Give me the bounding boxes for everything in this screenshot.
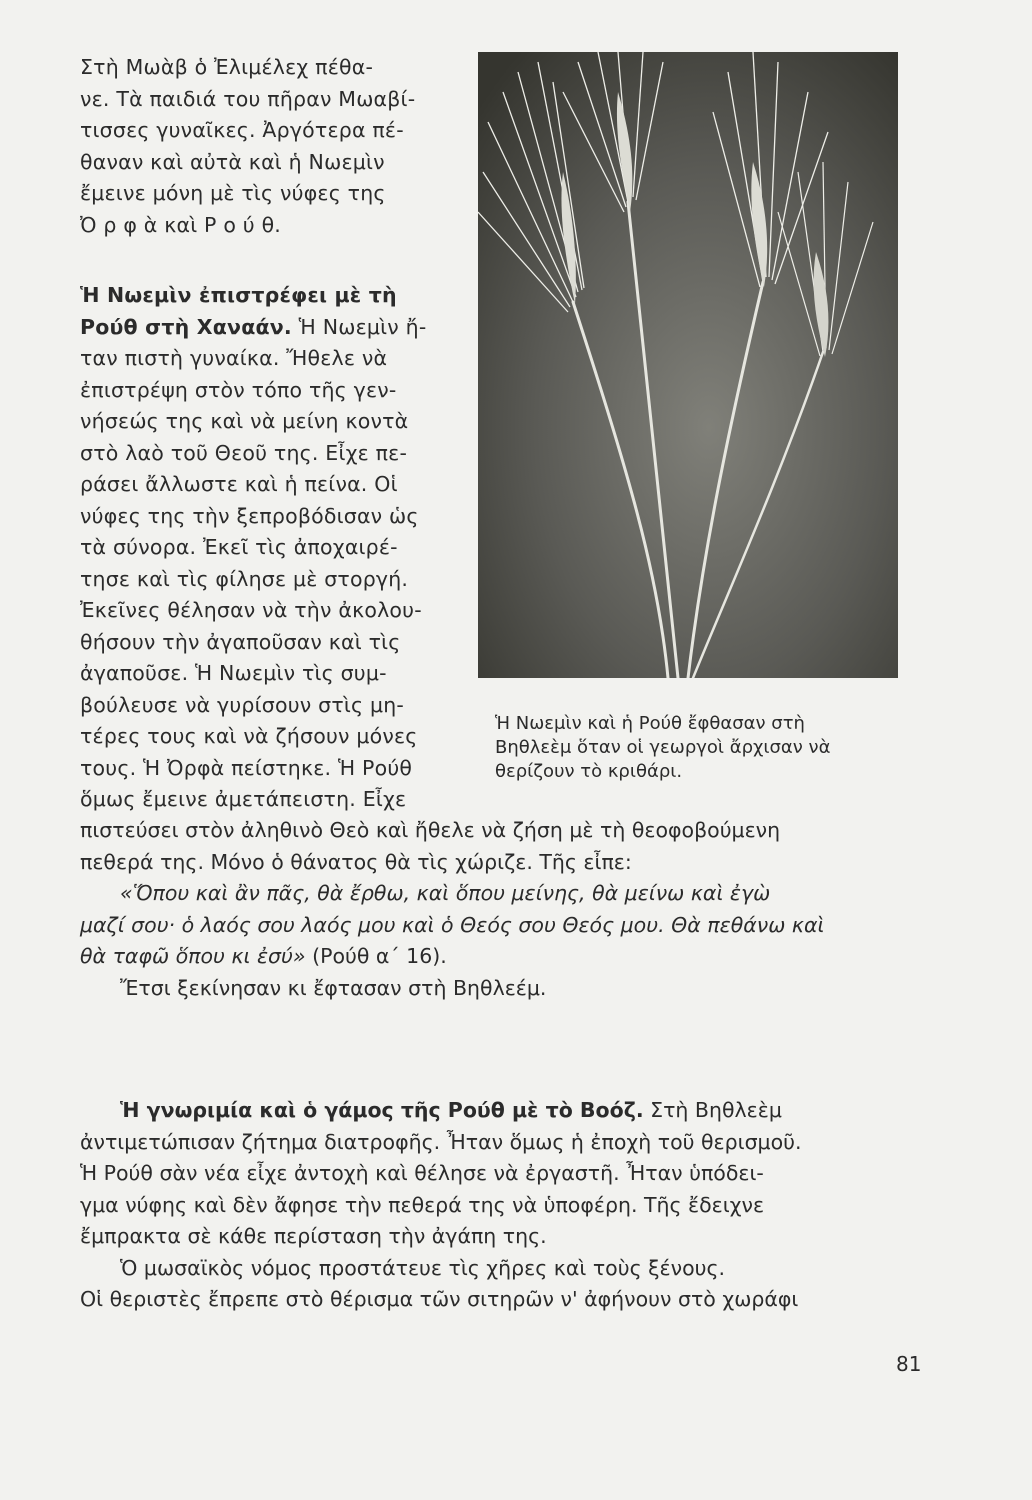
text-line: στὸ λαὸ τοῦ Θεοῦ της. Εἶχε πε- xyxy=(80,440,408,465)
text-line: Στὴ Μωὰβ ὁ Ἐλιμέλεχ πέθα- xyxy=(80,55,374,79)
text-line: ράσει ἄλλωστε καὶ ἡ πείνα. Οἱ xyxy=(80,472,398,496)
text-line: τισσες γυναῖκες. Ἀργότερα πέ- xyxy=(80,118,404,142)
text-line: Ὁ μωσαϊκὸς νόμος προστάτευε τὶς χῆρες καὶ τοὺς ξένους. xyxy=(120,1255,726,1280)
photo-caption xyxy=(495,712,915,784)
quote-line: θὰ ταφῶ ὅπου κι ἐσύ» xyxy=(80,944,306,968)
text-line: Οἱ θεριστὲς ἔπρεπε στὸ θέρισμα τῶν σιτηρῶν ν' ἀφήνουν στὸ χωράφι xyxy=(80,1287,799,1311)
quote-line: μαζί σου· ὁ λαός σου λαός μου καὶ ὁ Θεός σου Θεός μου. Θὰ πεθάνω καὶ xyxy=(80,912,825,937)
text-line: τους. Ἡ Ὀρφὰ πείστηκε. Ἡ Ρούθ xyxy=(80,755,413,780)
text-line: ἀγαποῦσε. Ἡ Νωεμὶν τὶς συμ- xyxy=(80,661,387,685)
barley-illustration xyxy=(478,52,898,678)
quote-line: «Ὅπου καὶ ἂν πᾶς, θὰ ἔρθω, καὶ ὅπου μείνης, θὰ μείνω καὶ ἐγὼ xyxy=(120,881,771,905)
text-line: Ἐκεῖνες θέλησαν νὰ τὴν ἀκολου- xyxy=(80,598,422,622)
text-line: τέρες τους καὶ νὰ ζήσουν μόνες xyxy=(80,724,418,748)
text-line: νε. Τὰ παιδιά του πῆραν Μωαβί- xyxy=(80,86,416,111)
quote-reference: (Ρούθ α΄ 16). xyxy=(305,944,447,968)
text-line: Ἡ Νωεμὶν ἤ- xyxy=(298,314,427,339)
text-line: ἔμπρακτα σὲ κάθε περίσταση τὴν ἀγάπη της. xyxy=(80,1224,547,1248)
caption-line: Ἡ Νωεμὶν καὶ ἡ Ρούθ ἔφθασαν στὴ xyxy=(495,713,805,734)
text-line: ταν πιστὴ γυναίκα. Ἤθελε νὰ xyxy=(80,346,388,370)
text-line: Στὴ Βηθλεὲμ xyxy=(643,1098,782,1122)
text-line: θαναν καὶ αὐτὰ καὶ ἡ Νωεμὶν xyxy=(80,149,385,174)
caption-line: θερίζουν τὸ κριθάρι. xyxy=(495,761,683,782)
text-line: νήσεώς της καὶ νὰ μείνη κοντὰ xyxy=(80,409,409,433)
text-line: ἀντιμετώπισαν ζήτημα διατροφῆς. Ἦταν ὅμως ἡ ἐποχὴ τοῦ θερισμοῦ. xyxy=(80,1129,802,1154)
text-line: ἐπιστρέψη στὸν τόπο τῆς γεν- xyxy=(80,377,397,402)
intro-paragraph xyxy=(80,52,470,241)
page-number: 81 xyxy=(896,1352,922,1376)
text-line: Ὀ ρ φ ὰ καὶ Ρ ο ύ θ. xyxy=(80,212,282,237)
text-line: ὅμως ἔμεινε ἀμετάπειστη. Εἶχε xyxy=(80,787,407,811)
text-line: θήσουν τὴν ἀγαποῦσαν καὶ τὶς xyxy=(80,629,401,654)
text-line: Ἡ Ρούθ σὰν νέα εἶχε ἀντοχὴ καὶ θέλησε νὰ ἐργαστῆ. Ἦταν ὑπόδει- xyxy=(80,1161,764,1185)
section-ruth-boaz xyxy=(80,1095,920,1316)
text-line: τὰ σύνορα. Ἐκεῖ τὶς ἀποχαιρέ- xyxy=(80,535,398,559)
section-heading: Ἡ γνωριμία καὶ ὁ γάμος τῆς Ρούθ μὲ τὸ Βοόζ. xyxy=(120,1098,644,1122)
text-line: γμα νύφης καὶ δὲν ἄφησε τὴν πεθερά της νὰ ὑποφέρη. Τῆς ἔδειχνε xyxy=(80,1192,765,1217)
text-line: πιστεύσει στὸν ἀληθινὸ Θεὸ καὶ ἤθελε νὰ ζήση μὲ τὴ θεοφοβούμενη xyxy=(80,818,781,842)
text-line: τησε καὶ τὶς φίλησε μὲ στοργή. xyxy=(80,566,409,591)
section-noemi-return xyxy=(80,280,470,816)
text-line: νύφες της τὴν ξεπροβόδισαν ὡς xyxy=(80,503,419,528)
section-heading-continued: Ρούθ στὴ Χαναάν. xyxy=(80,314,292,339)
caption-line: Βηθλεὲμ ὅταν οἱ γεωργοὶ ἄρχισαν νὰ xyxy=(495,737,831,758)
text-line: πεθερά της. Μόνο ὁ θάνατος θὰ τὶς χώριζε. Τῆς εἶπε: xyxy=(80,849,632,874)
text-line: Ἔτσι ξεκίνησαν κι ἔφτασαν στὴ Βηθλεέμ. xyxy=(120,975,547,1000)
text-line: βούλευσε νὰ γυρίσουν στὶς μη- xyxy=(80,692,404,717)
barley-photo xyxy=(478,52,898,678)
continuation-paragraph xyxy=(80,815,920,1004)
section-heading: Ἡ Νωεμὶν ἐπιστρέφει μὲ τὴ xyxy=(80,283,397,307)
text-line: ἔμεινε μόνη μὲ τὶς νύφες της xyxy=(80,181,386,205)
